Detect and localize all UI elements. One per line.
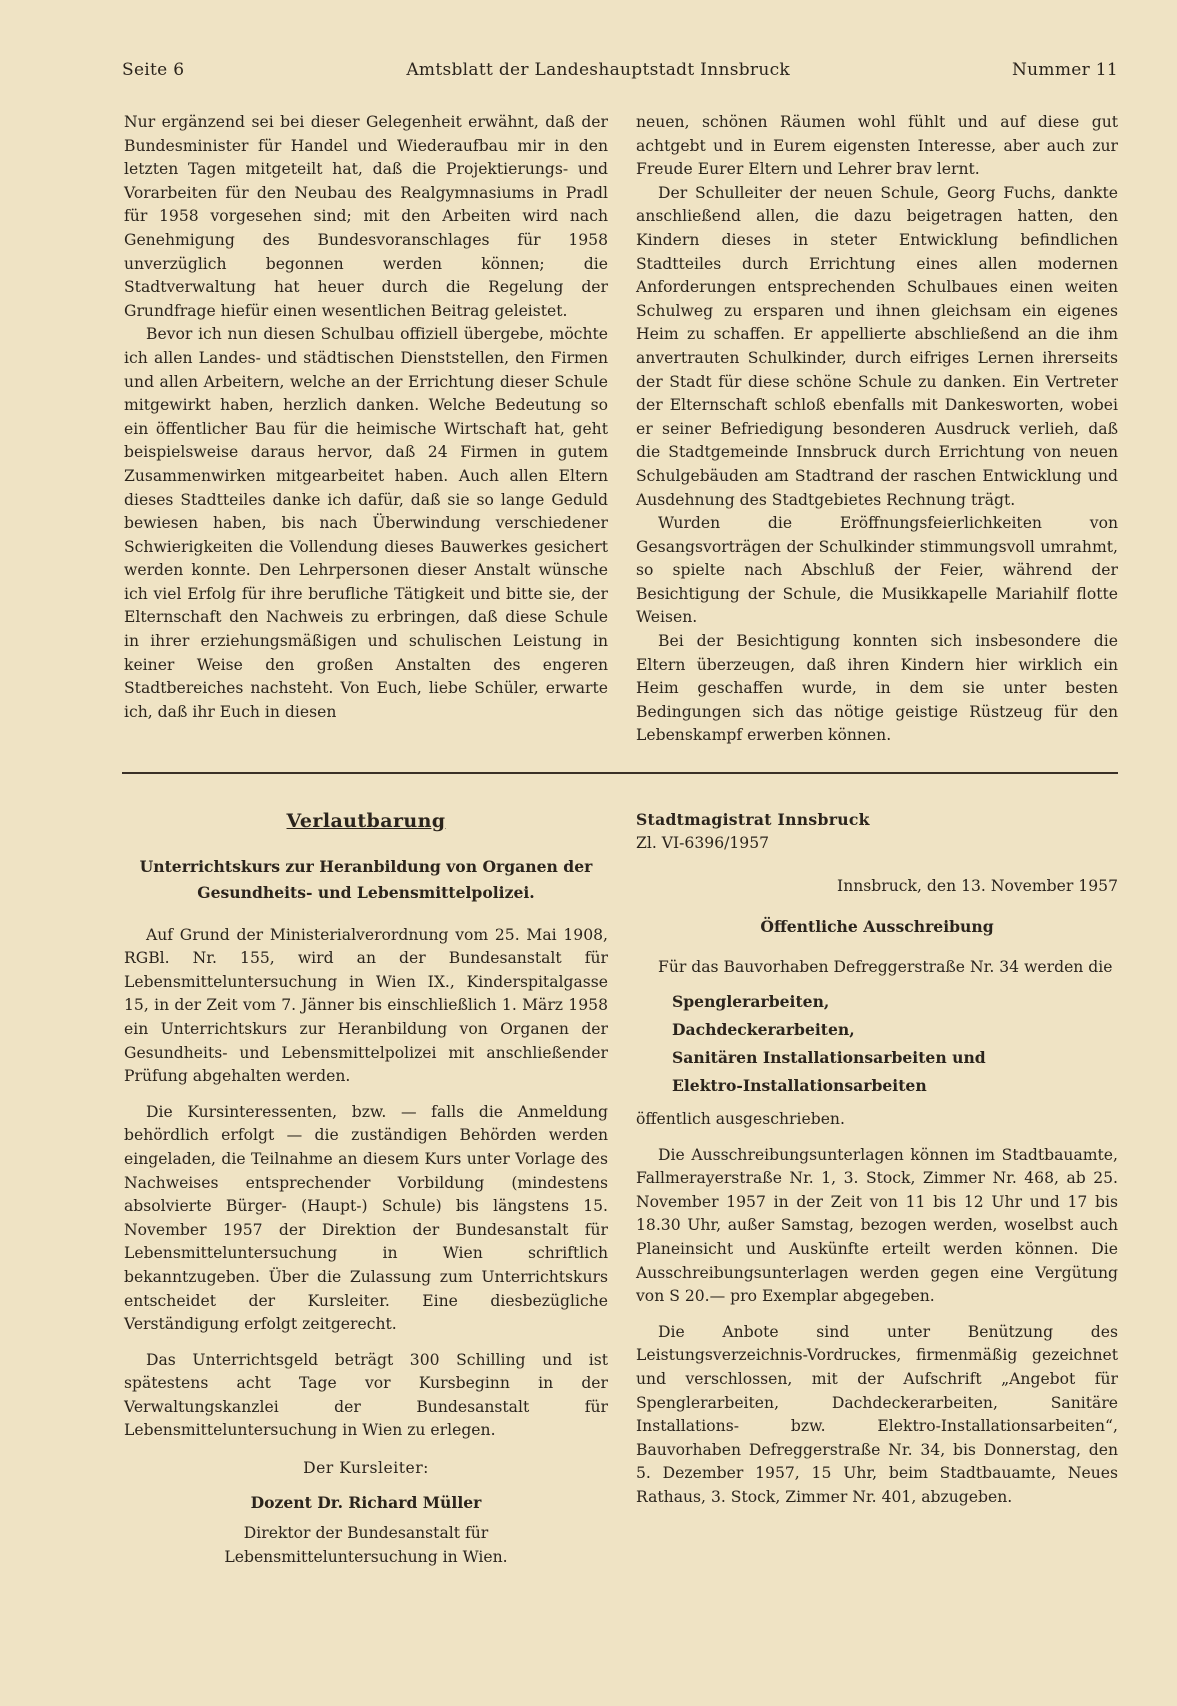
- notice-subheading: Unterrichtskurs zur Heranbildung von Organen der Gesundheits- und Lebensmittelpolizei.: [139, 856, 593, 902]
- page-header: [122, 60, 1118, 80]
- signature-role: Lebensmitteluntersuchung in Wien.: [224, 1547, 508, 1566]
- tender-work-item: Elektro-Installationsarbeiten: [672, 1075, 927, 1095]
- notice-heading: Verlautbarung: [286, 810, 446, 832]
- tender-heading: Öffentliche Ausschreibung: [760, 916, 994, 936]
- tender-column: [636, 808, 1118, 1509]
- tender-organization: Stadtmagistrat Innsbruck: [636, 810, 870, 829]
- article-paragraph: Bevor ich nun diesen Schulbau offiziell übergebe, möchte ich allen Landes- und städtischen Dienststellen, den Firmen und allen Arbeitern, welche an der Errichtung dieser Schule mitgewirkt haben, herzlich danken. Welche Bedeutung so ein öffentlicher Bau für die heimische Wirtschaft hat, geht beispielsweise daraus hervor, daß 24 Firmen in gutem Zusammenwirken mitgearbeitet haben. Auch allen Eltern dieses Stadtteiles danke ich dafür, daß sie so lange Geduld bewiesen haben, bis nach Überwindung verschiedener Schwierigkeiten die Vollendung dieses Bauwerkes gesichert werden konnte. Den Lehrpersonen dieser Anstalt wünsche ich viel Erfolg für ihre berufliche Tätigkeit und bitte sie, der Elternschaft den Nachweis zu erbringen, daß diese Schule in ihrer erziehungsmäßigen und schulischen Leistung in keiner Weise den großen Anstalten des engeren Stadtbereiches nachsteht. Von Euch, liebe Schüler, erwarte ich, daß ihr Euch in diesen: [124, 325, 608, 721]
- notice-paragraph: Die Kursinteressenten, bzw. — falls die Anmeldung behördlich erfolgt — die zuständigen Behörden werden eingeladen, die Teilnahme an diesem Kurs unter Vorlage des Nachweises entsprechender Vorbildung (mindestens absolvierte Bürger- (Haupt-) Schule) bis längstens 15. November 1957 der Direktion der Bundesanstalt für Lebensmitteluntersuchung in Wien schriftlich bekanntzugeben. Über die Zulassung zum Unterrichtskurs entscheidet der Kursleiter. Eine diesbezügliche Verständigung erfolgt zeitgerecht.: [124, 1102, 608, 1334]
- article-paragraph: Nur ergänzend sei bei dieser Gelegenheit erwähnt, daß der Bundesminister für Handel und Wiederaufbau mir in den letzten Tagen mitgeteilt hat, daß die Projektierungs- und Vorarbeiten für den Neubau des Realgymnasiums in Pradl für 1958 vorgesehen sind; mit den Arbeiten wird nach Genehmigung des Bundesvoranschlages für 1958 unverzüglich begonnen werden können; die Stadtverwaltung hat heuer durch die Regelung der Grundfrage hiefür einen wesentlichen Beitrag geleistet.: [124, 113, 608, 320]
- article-column-left: [124, 111, 608, 724]
- publication-title: Amtsblatt der Landeshauptstadt Innsbruck: [406, 60, 791, 80]
- notice-column: [124, 810, 608, 1569]
- section-divider: [122, 772, 1118, 774]
- tender-work-item: Dachdeckerarbeiten,: [672, 1019, 855, 1039]
- tender-paragraph: Die Anbote sind unter Benützung des Leistungsverzeichnis-Vordruckes, firmenmäßig gezeichnet und verschlossen, mit der Aufschrift „Angebot für Spenglerarbeiten, Dachdeckerarbeiten, Sanitäre Installations- bzw. Elektro-Installationsarbeiten“, Bauvorhaben Defreggerstraße Nr. 34, bis Donnerstag, den 5. Dezember 1957, 15 Uhr, beim Stadtbauamte, Neues Rathaus, 3. Stock, Zimmer Nr. 401, abzugeben.: [636, 1322, 1118, 1506]
- article-paragraph: Bei der Besichtigung konnten sich insbesondere die Eltern überzeugen, daß ihren Kindern hier wirklich ein Heim geschaffen wurde, in dem sie unter besten Bedingungen sich das nötige geistige Rüstzeug für den Lebenskampf erwerben können.: [636, 632, 1118, 745]
- signature-role: Direktor der Bundesanstalt für: [243, 1524, 489, 1543]
- tender-paragraph: Die Ausschreibungsunterlagen können im Stadtbauamte, Fallmerayerstraße Nr. 1, 3. Stock, Zimmer Nr. 468, ab 25. November 1957 in der Zeit von 11 bis 12 Uhr und 17 bis 18.30 Uhr, außer Samstag, bezogen werden, woselbst auch Planeinsicht und Auskünfte erteilt werden können. Die Ausschreibungsunterlagen werden gegen eine Vergütung von S 20.— pro Exemplar abgegeben.: [636, 1145, 1118, 1306]
- tender-intro: Für das Bauvorhaben Defreggerstraße Nr. 34 werden die: [658, 958, 1113, 977]
- article-paragraph: neuen, schönen Räumen wohl fühlt und auf diese gut achtgebt und in Eurem eigensten Interesse, aber auch zur Freude Eurer Eltern und Lehrer brav lernt.: [636, 113, 1118, 179]
- article-column-right: [636, 111, 1118, 748]
- tender-date: Innsbruck, den 13. November 1957: [837, 877, 1118, 896]
- tender-after-works: öffentlich ausgeschrieben.: [636, 1109, 845, 1128]
- signature-name: Dozent Dr. Richard Müller: [250, 1492, 482, 1512]
- article-paragraph: Der Schulleiter der neuen Schule, Georg Fuchs, dankte anschließend allen, die dazu beigetragen hatten, den Kindern dieses in steter Entwicklung befindlichen Stadtteiles durch Errichtung eines allen modernen Anforderungen entsprechenden Schulbaues einen weiten Schulweg zu ersparen und ihnen gleichsam ein eigenes Heim zu schaffen. Er appellierte abschließend an die ihm anvertrauten Schulkinder, durch eifriges Lernen ihrerseits der Stadt für diese schöne Schule zu danken. Ein Vertreter der Elternschaft schloß ebenfalls mit Dankesworten, wobei er seiner Befriedigung besonderen Ausdruck verlieh, daß die Stadtgemeinde Innsbruck durch Errichtung von neuen Schulgebäuden am Stadtrand der raschen Entwicklung und Ausdehnung des Stadtgebietes Rechnung trägt.: [636, 183, 1118, 509]
- notice-paragraph: Das Unterrichtsgeld beträgt 300 Schilling und ist spätestens acht Tage vor Kursbeginn in der Verwaltungskanzlei der Bundesanstalt für Lebensmitteluntersuchung in Wien zu erlegen.: [124, 1350, 608, 1440]
- tender-work-item: Sanitären Installationsarbeiten und: [672, 1047, 986, 1067]
- notice-paragraph: Auf Grund der Ministerialverordnung vom 25. Mai 1908, RGBl. Nr. 155, wird an der Bundesanstalt für Lebensmitteluntersuchung in Wien IX., Kinderspitalgasse 15, in der Zeit vom 7. Jänner bis einschließlich 1. März 1958 ein Unterrichtskurs zur Heranbildung von Organen der Gesundheits- und Lebensmittelpolizei mit anschließender Prüfung abgehalten werden.: [124, 925, 608, 1086]
- article-paragraph: Wurden die Eröffnungsfeierlichkeiten von Gesangsvorträgen der Schulkinder stimmungsvoll umrahmt, so spielte nach Abschluß der Feier, während der Besichtigung der Schule, die Musikkapelle Mariahilf flotte Weisen.: [636, 514, 1118, 627]
- signature-title: Der Kursleiter:: [303, 1459, 429, 1478]
- tender-reference: Zl. VI-6396/1957: [636, 833, 770, 852]
- issue-number: Nummer 11: [1012, 60, 1118, 80]
- tender-work-item: Spenglerarbeiten,: [672, 991, 830, 1011]
- page-number: Seite 6: [122, 60, 185, 80]
